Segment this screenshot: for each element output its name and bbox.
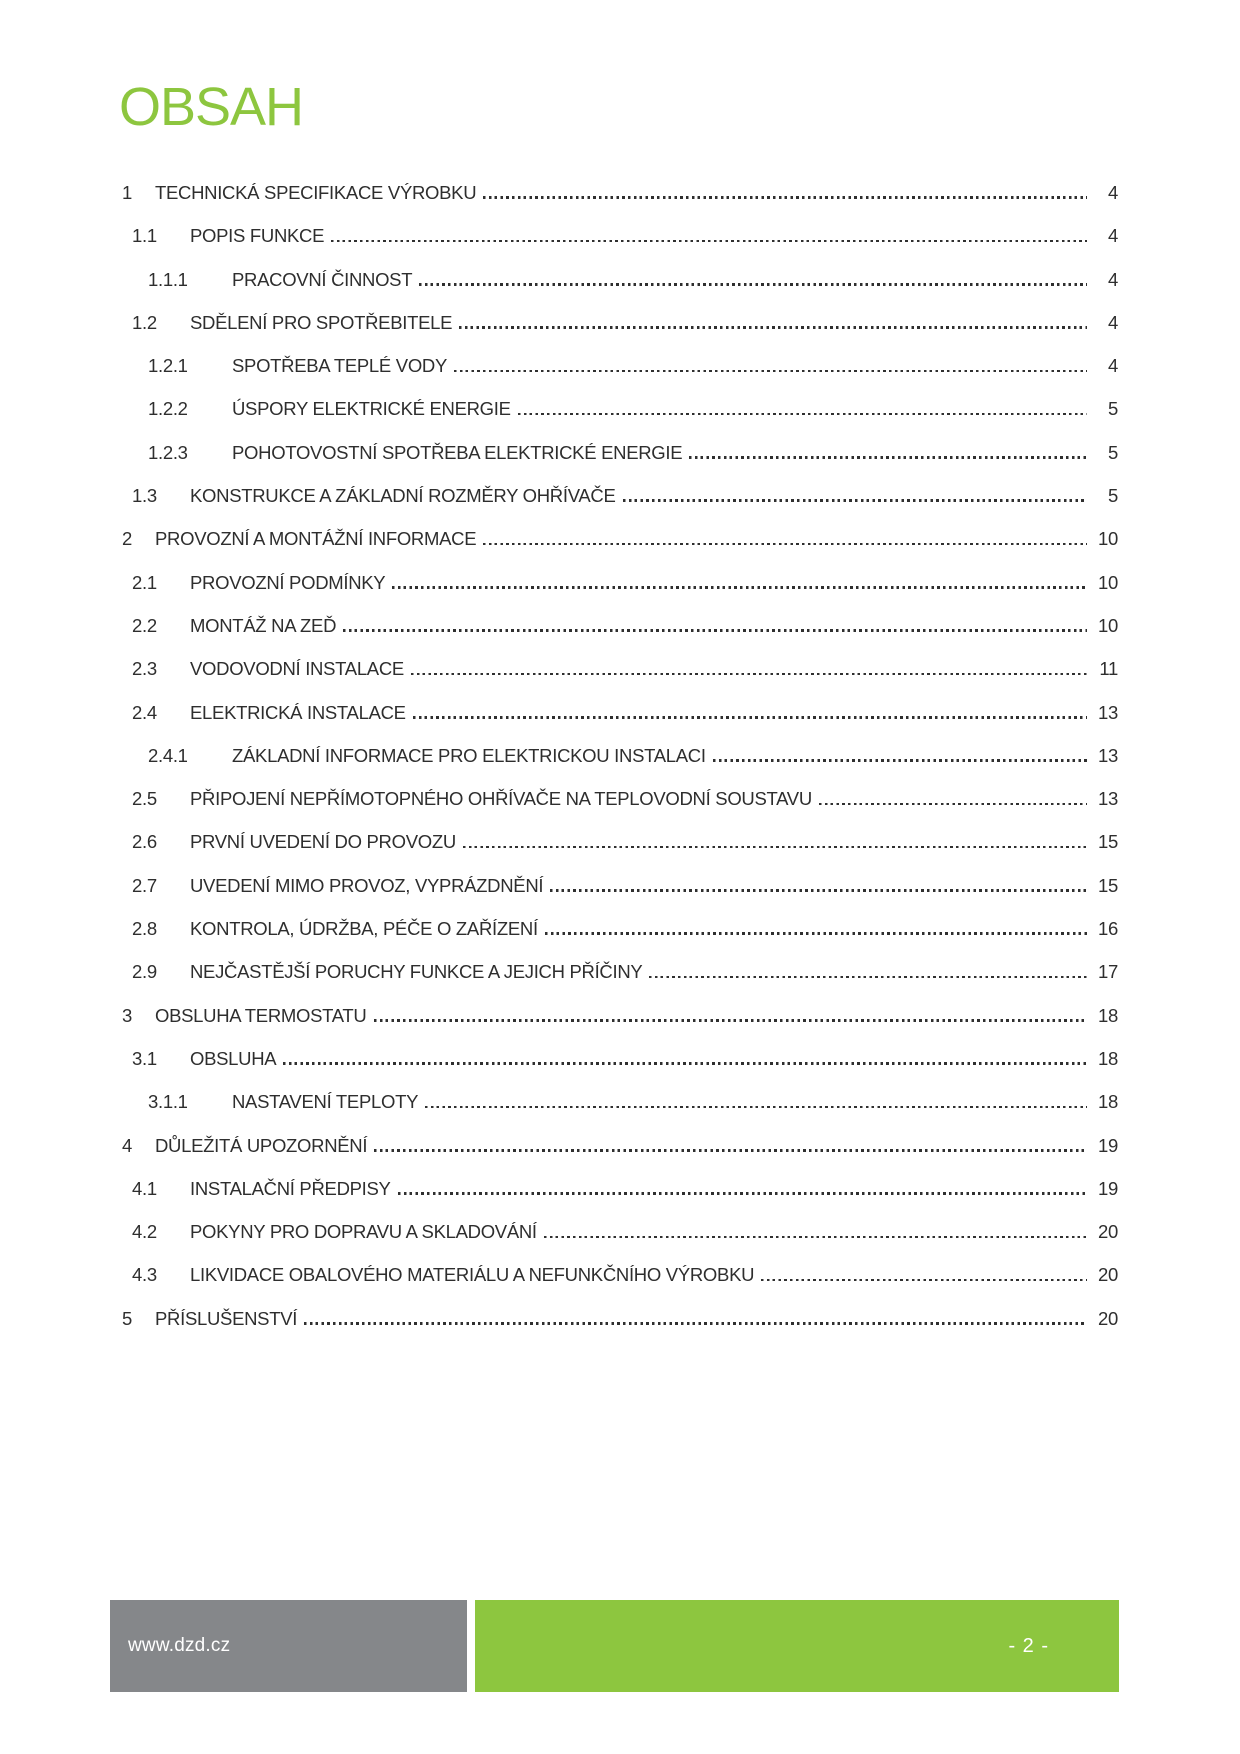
toc-entry-number: 4.2 bbox=[132, 1221, 157, 1243]
toc-leader-dots bbox=[649, 976, 1087, 979]
toc-leader-dots bbox=[459, 326, 1087, 329]
toc-leader-dots bbox=[331, 240, 1087, 243]
toc-entry-number: 4.1 bbox=[132, 1177, 157, 1199]
toc-entry-page: 18 bbox=[1098, 1004, 1118, 1026]
toc-entry-label: POKYNY PRO DOPRAVU A SKLADOVÁNÍ bbox=[190, 1221, 537, 1243]
toc-entry-number: 2.8 bbox=[132, 918, 157, 940]
toc-entry-label: LIKVIDACE OBALOVÉHO MATERIÁLU A NEFUNKČNÍHO VÝROBKU bbox=[190, 1264, 755, 1286]
toc-entry[interactable] bbox=[122, 1308, 1118, 1351]
toc-entry[interactable] bbox=[122, 1091, 1118, 1134]
toc-entry-page: 4 bbox=[1108, 268, 1118, 290]
toc-entry-page: 19 bbox=[1098, 1134, 1118, 1156]
toc-entry-page: 11 bbox=[1099, 658, 1118, 680]
toc-entry-label: SDĚLENÍ PRO SPOTŘEBITELE bbox=[190, 311, 453, 333]
toc-entry-number: 5 bbox=[122, 1307, 132, 1329]
toc-entry-page: 19 bbox=[1098, 1177, 1118, 1199]
toc-entry-number: 3.1.1 bbox=[148, 1091, 188, 1113]
toc-entry-label: DŮLEŽITÁ UPOZORNĚNÍ bbox=[155, 1134, 368, 1156]
toc-leader-dots bbox=[413, 716, 1087, 719]
toc-entry-label: OBSLUHA TERMOSTATU bbox=[155, 1004, 367, 1026]
toc-entry-label: PRACOVNÍ ČINNOST bbox=[232, 268, 413, 290]
toc-leader-dots bbox=[713, 759, 1087, 762]
toc-entry-label: POPIS FUNKCE bbox=[190, 225, 325, 247]
toc-leader-dots bbox=[454, 370, 1087, 373]
toc-leader-dots bbox=[419, 283, 1087, 286]
toc-entry-label: POHOTOVOSTNÍ SPOTŘEBA ELEKTRICKÉ ENERGIE bbox=[232, 441, 683, 463]
toc-leader-dots bbox=[392, 586, 1087, 589]
toc-entry-number: 2.7 bbox=[132, 874, 157, 896]
toc-entry-label: PROVOZNÍ PODMÍNKY bbox=[190, 571, 386, 593]
toc-entry-label: TECHNICKÁ SPECIFIKACE VÝROBKU bbox=[155, 182, 477, 203]
toc-entry[interactable] bbox=[122, 1048, 1118, 1091]
toc-leader-dots bbox=[283, 1062, 1087, 1065]
toc-entry[interactable] bbox=[122, 312, 1118, 355]
toc-entry-page: 4 bbox=[1108, 182, 1118, 203]
toc-entry[interactable] bbox=[122, 355, 1118, 398]
toc-entry-number: 2.9 bbox=[132, 961, 157, 983]
page-footer bbox=[0, 1600, 1240, 1692]
toc-entry[interactable] bbox=[122, 702, 1118, 745]
toc-entry-page: 10 bbox=[1098, 528, 1118, 550]
toc-entry-page: 5 bbox=[1108, 398, 1118, 420]
footer-page-number: - 2 - bbox=[1008, 1634, 1049, 1657]
toc-entry[interactable] bbox=[122, 961, 1118, 1004]
toc-entry-label: KONTROLA, ÚDRŽBA, PÉČE O ZAŘÍZENÍ bbox=[190, 918, 538, 940]
toc-entry-page: 17 bbox=[1098, 961, 1118, 983]
toc-entry-number: 2 bbox=[122, 528, 132, 550]
toc-entry[interactable] bbox=[122, 572, 1118, 615]
toc-entry-number: 1.1 bbox=[132, 225, 157, 247]
toc-entry-number: 1.2.1 bbox=[148, 355, 188, 377]
toc-leader-dots bbox=[374, 1149, 1087, 1152]
toc-entry-page: 4 bbox=[1108, 311, 1118, 333]
toc-entry[interactable] bbox=[122, 398, 1118, 441]
toc-entry-number: 1.1.1 bbox=[148, 268, 188, 290]
toc-entry-number: 1.3 bbox=[132, 485, 157, 507]
toc-entry-page: 13 bbox=[1098, 744, 1118, 766]
footer-page-box bbox=[475, 1600, 1119, 1692]
toc-entry-label: ÚSPORY ELEKTRICKÉ ENERGIE bbox=[232, 398, 511, 420]
toc-entry-label: VODOVODNÍ INSTALACE bbox=[190, 658, 404, 680]
toc-leader-dots bbox=[483, 196, 1087, 199]
toc-entry[interactable] bbox=[122, 1135, 1118, 1178]
toc-leader-dots bbox=[374, 1019, 1088, 1022]
toc-entry[interactable] bbox=[122, 615, 1118, 658]
toc-entry-number: 4.3 bbox=[132, 1264, 157, 1286]
toc-entry-number: 4 bbox=[122, 1134, 132, 1156]
toc-entry-number: 2.2 bbox=[132, 614, 157, 636]
toc-entry-page: 5 bbox=[1108, 441, 1118, 463]
toc-entry[interactable] bbox=[122, 831, 1118, 874]
toc-entry-number: 1.2.3 bbox=[148, 441, 188, 463]
toc-leader-dots bbox=[689, 456, 1087, 459]
toc-leader-dots bbox=[483, 543, 1087, 546]
toc-entry-label: OBSLUHA bbox=[190, 1047, 277, 1069]
toc-entry-number: 2.1 bbox=[132, 571, 157, 593]
toc-entry-page: 20 bbox=[1098, 1307, 1118, 1329]
toc-entry-number: 1.2 bbox=[132, 311, 157, 333]
toc-entry[interactable] bbox=[122, 1264, 1118, 1307]
toc-entry[interactable] bbox=[122, 1178, 1118, 1221]
toc-entry-page: 20 bbox=[1098, 1264, 1118, 1286]
toc-entry[interactable] bbox=[122, 528, 1118, 571]
toc-entry[interactable] bbox=[122, 1005, 1118, 1048]
table-of-contents bbox=[122, 182, 1118, 1351]
toc-entry[interactable] bbox=[122, 182, 1118, 225]
toc-entry-page: 13 bbox=[1098, 701, 1118, 723]
toc-entry-label: PROVOZNÍ A MONTÁŽNÍ INFORMACE bbox=[155, 528, 477, 550]
toc-entry-number: 2.4.1 bbox=[148, 744, 188, 766]
toc-entry[interactable] bbox=[122, 788, 1118, 831]
toc-leader-dots bbox=[304, 1322, 1087, 1325]
toc-entry[interactable] bbox=[122, 269, 1118, 312]
toc-entry-page: 16 bbox=[1098, 918, 1118, 940]
toc-leader-dots bbox=[550, 889, 1087, 892]
toc-entry[interactable] bbox=[122, 442, 1118, 485]
toc-entry[interactable] bbox=[122, 1221, 1118, 1264]
toc-entry-label: UVEDENÍ MIMO PROVOZ, VYPRÁZDNĚNÍ bbox=[190, 874, 544, 896]
toc-entry-page: 15 bbox=[1098, 831, 1118, 853]
toc-entry[interactable] bbox=[122, 658, 1118, 701]
toc-entry[interactable] bbox=[122, 225, 1118, 268]
toc-entry-page: 20 bbox=[1098, 1221, 1118, 1243]
toc-entry-label: PŘÍSLUŠENSTVÍ bbox=[155, 1307, 298, 1329]
toc-leader-dots bbox=[544, 1236, 1087, 1239]
toc-entry-label: NEJČASTĚJŠÍ PORUCHY FUNKCE A JEJICH PŘÍČINY bbox=[190, 961, 643, 983]
toc-leader-dots bbox=[411, 673, 1087, 676]
toc-entry-number: 1.2.2 bbox=[148, 398, 188, 420]
toc-entry-page: 18 bbox=[1098, 1047, 1118, 1069]
toc-entry-number: 1 bbox=[122, 182, 132, 203]
footer-website-link[interactable]: www.dzd.cz bbox=[128, 1635, 231, 1656]
toc-entry[interactable] bbox=[122, 485, 1118, 528]
toc-entry-page: 4 bbox=[1108, 355, 1118, 377]
toc-entry-number: 2.3 bbox=[132, 658, 157, 680]
footer-website-box bbox=[110, 1600, 467, 1692]
toc-entry-label: ELEKTRICKÁ INSTALACE bbox=[190, 701, 406, 723]
toc-leader-dots bbox=[761, 1279, 1087, 1282]
toc-leader-dots bbox=[819, 803, 1087, 806]
toc-leader-dots bbox=[518, 413, 1087, 416]
toc-entry-page: 5 bbox=[1108, 485, 1118, 507]
toc-leader-dots bbox=[545, 932, 1087, 935]
toc-leader-dots bbox=[623, 499, 1087, 502]
toc-entry[interactable] bbox=[122, 875, 1118, 918]
toc-entry[interactable] bbox=[122, 918, 1118, 961]
toc-entry-label: KONSTRUKCE A ZÁKLADNÍ ROZMĚRY OHŘÍVAČE bbox=[190, 485, 616, 507]
toc-leader-dots bbox=[343, 629, 1087, 632]
toc-entry-number: 2.6 bbox=[132, 831, 157, 853]
toc-entry-page: 10 bbox=[1098, 571, 1118, 593]
toc-leader-dots bbox=[398, 1192, 1087, 1195]
toc-entry-page: 10 bbox=[1098, 614, 1118, 636]
toc-entry-number: 3 bbox=[122, 1004, 132, 1026]
toc-entry-number: 2.5 bbox=[132, 788, 157, 810]
toc-entry-number: 2.4 bbox=[132, 701, 157, 723]
toc-leader-dots bbox=[463, 846, 1087, 849]
toc-entry-label: NASTAVENÍ TEPLOTY bbox=[232, 1091, 419, 1113]
toc-entry-page: 13 bbox=[1098, 788, 1118, 810]
toc-entry-page: 18 bbox=[1098, 1091, 1118, 1113]
toc-entry-label: PŘIPOJENÍ NEPŘÍMOTOPNÉHO OHŘÍVAČE NA TEPLOVODNÍ SOUSTAVU bbox=[190, 788, 812, 810]
toc-entry-page: 4 bbox=[1108, 225, 1118, 247]
toc-entry[interactable] bbox=[122, 745, 1118, 788]
toc-entry-label: ZÁKLADNÍ INFORMACE PRO ELEKTRICKOU INSTALACI bbox=[232, 744, 706, 766]
toc-entry-label: PRVNÍ UVEDENÍ DO PROVOZU bbox=[190, 831, 456, 853]
toc-entry-number: 3.1 bbox=[132, 1047, 157, 1069]
toc-entry-label: INSTALAČNÍ PŘEDPISY bbox=[190, 1177, 391, 1199]
toc-leader-dots bbox=[425, 1106, 1087, 1109]
toc-entry-label: MONTÁŽ NA ZEĎ bbox=[190, 614, 337, 636]
toc-entry-page: 15 bbox=[1098, 874, 1118, 896]
toc-entry-label: SPOTŘEBA TEPLÉ VODY bbox=[232, 355, 448, 377]
page-title: OBSAH bbox=[119, 77, 304, 137]
